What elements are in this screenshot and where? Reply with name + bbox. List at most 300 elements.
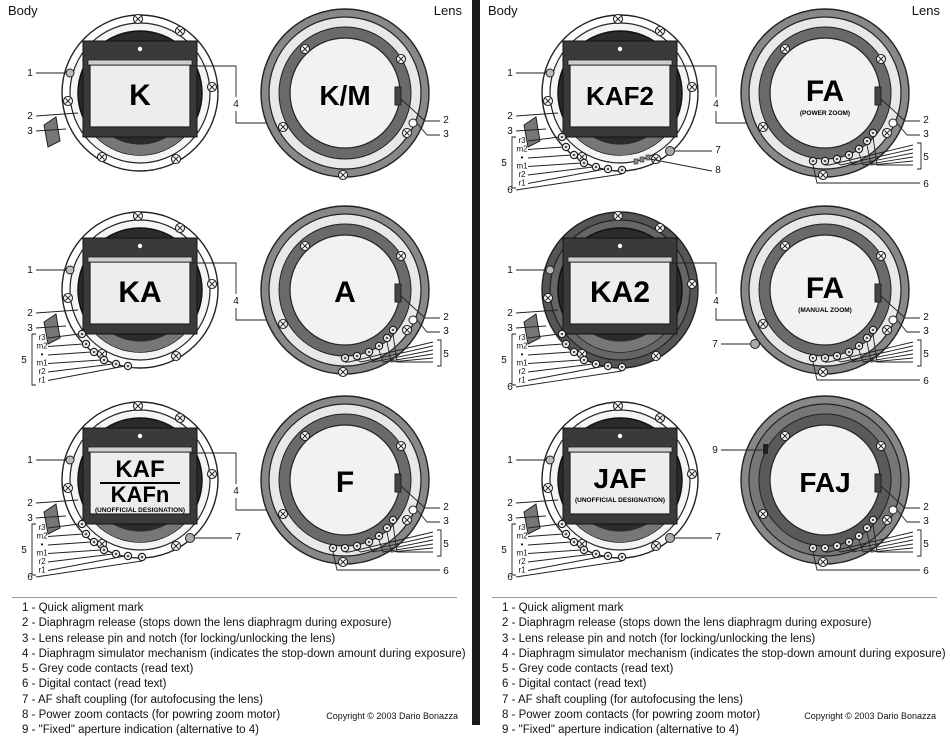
alignment-mark xyxy=(546,69,554,77)
contact-pin-core xyxy=(866,140,869,143)
contact-label: m1 xyxy=(516,358,528,368)
callout-number: 6 xyxy=(507,185,513,196)
af-coupling xyxy=(751,340,760,349)
callout-line xyxy=(528,534,563,537)
alignment-mark xyxy=(546,456,554,464)
callout-number: 6 xyxy=(507,572,513,583)
contact-pin-core xyxy=(127,365,130,368)
contact-pin-core xyxy=(595,363,598,366)
contact-label: m2 xyxy=(516,341,528,351)
contact-pin-core xyxy=(621,169,624,172)
callout-number: 9 xyxy=(712,445,718,456)
legend-item: 6 - Digital contact (read text) xyxy=(502,678,647,691)
diaphragm-lever xyxy=(395,87,401,105)
legend-item: 6 - Digital contact (read text) xyxy=(22,678,167,691)
contact-pin-core xyxy=(872,329,875,332)
callout-number: 4 xyxy=(713,99,719,110)
legend-item: 5 - Grey code contacts (read text) xyxy=(502,663,674,676)
callout-number: 3 xyxy=(507,126,513,137)
legend-item: 8 - Power zoom contacts (for powring zoom motor) xyxy=(22,709,281,722)
callout-number: 2 xyxy=(27,498,33,509)
callout-number: 4 xyxy=(713,296,719,307)
contact-pin-core xyxy=(872,132,875,135)
fixed-aperture-indicator xyxy=(763,444,768,454)
contact-label: • xyxy=(520,350,524,359)
callout-line xyxy=(36,561,142,577)
contact-label: • xyxy=(520,153,524,162)
legend-item: 3 - Lens release pin and notch (for locking/unlocking the lens) xyxy=(22,632,336,645)
contact-label: m2 xyxy=(516,144,528,154)
callout-line xyxy=(48,550,101,554)
contact-pin-core xyxy=(866,337,869,340)
body-mount-ka2 xyxy=(501,212,770,394)
alignment-mark xyxy=(66,266,74,274)
callout-number: 2 xyxy=(507,308,513,319)
body-mount-ka xyxy=(21,212,290,386)
callout-number: 1 xyxy=(27,265,33,276)
callout-line xyxy=(528,366,605,381)
mount-name: KAF xyxy=(115,456,165,483)
contact-pin-core xyxy=(561,136,564,139)
callout-number: 1 xyxy=(507,455,513,466)
callout-line xyxy=(528,155,571,158)
legend-item: 9 - "Fixed" aperture indication (alternative to 4) xyxy=(22,724,260,737)
callout-number: 5 xyxy=(21,355,27,366)
lens-release-button xyxy=(44,117,60,147)
mount-diagram-right xyxy=(480,0,950,595)
contact-pin-core xyxy=(93,541,96,544)
contact-label: m2 xyxy=(36,341,48,351)
header-body: Body xyxy=(488,3,518,18)
contact-label: m1 xyxy=(36,358,48,368)
mount-name: FA xyxy=(805,75,845,108)
contact-label: m1 xyxy=(36,548,48,558)
mount-designation: (UNOFFICIAL DESIGNATION) xyxy=(94,507,186,514)
contact-pin-core xyxy=(115,553,118,556)
focus-dot xyxy=(138,47,142,51)
callout-number: 3 xyxy=(507,513,513,524)
callout-number: 4 xyxy=(233,486,239,497)
release-notch xyxy=(409,119,417,127)
lens-mount-k/m xyxy=(261,9,449,180)
contact-pin-core xyxy=(607,168,610,171)
power-zoom-contact xyxy=(640,157,644,162)
contact-pin-core xyxy=(812,160,815,163)
contact-pin-core xyxy=(103,549,106,552)
contact-pin-core xyxy=(573,541,576,544)
callout-number: 5 xyxy=(923,152,929,163)
callout-number: 5 xyxy=(443,539,449,550)
mount-name: JAF xyxy=(593,463,647,494)
contact-label: r3 xyxy=(38,333,46,342)
contact-label: r2 xyxy=(38,557,46,566)
contact-pin-core xyxy=(848,541,851,544)
callout-number: 3 xyxy=(443,516,449,527)
contact-pin-core xyxy=(565,533,568,536)
contact-brace xyxy=(917,530,921,556)
alignment-mark xyxy=(546,266,554,274)
diaphragm-lever xyxy=(875,474,881,492)
callout-line xyxy=(528,167,593,175)
legend-item: 3 - Lens release pin and notch (for locking/unlocking the lens) xyxy=(502,632,816,645)
mount-name: KA2 xyxy=(589,276,651,309)
contact-pin-core xyxy=(836,158,839,161)
lens-mount-a xyxy=(261,206,449,377)
callout-line xyxy=(528,542,571,545)
body-mount-k xyxy=(27,15,290,172)
callout-number: 3 xyxy=(27,513,33,524)
contact-label: m2 xyxy=(516,531,528,541)
contact-pin-core xyxy=(565,146,568,149)
power-zoom-contact xyxy=(634,159,638,164)
diaphragm-lever xyxy=(395,474,401,492)
mount-name: FAJ xyxy=(799,467,851,498)
contact-pin-core xyxy=(85,343,88,346)
diaphragm-lever xyxy=(395,284,401,302)
contact-pin-core xyxy=(583,549,586,552)
callout-line xyxy=(528,147,563,150)
callout-number: 7 xyxy=(715,532,721,543)
contact-pin-core xyxy=(866,527,869,530)
lens-release-button xyxy=(44,504,60,534)
lens-release-button xyxy=(524,504,540,534)
callout-number: 2 xyxy=(923,115,929,126)
callout-number: 5 xyxy=(923,539,929,550)
callout-line xyxy=(48,542,91,545)
callout-line xyxy=(528,344,563,347)
release-notch xyxy=(409,506,417,514)
mount-subname: KAFn xyxy=(110,482,170,507)
contact-label: r2 xyxy=(518,170,526,179)
callout-number: 2 xyxy=(443,312,449,323)
legend-separator xyxy=(492,597,937,598)
release-notch xyxy=(889,316,897,324)
contact-pin-core xyxy=(368,541,371,544)
mount-name: KA xyxy=(118,276,162,309)
legend-item: 1 - Quick aligment mark xyxy=(502,602,624,614)
mount-designation: (MANUAL ZOOM) xyxy=(798,307,852,314)
callout-number: 6 xyxy=(923,566,929,577)
contact-pin-core xyxy=(103,359,106,362)
contact-pin-core xyxy=(368,351,371,354)
callout-number: 2 xyxy=(923,312,929,323)
callout-number: 5 xyxy=(501,158,507,169)
contact-pin-core xyxy=(81,333,84,336)
contact-brace xyxy=(437,340,441,366)
callout-number: 5 xyxy=(21,545,27,556)
callout-number: 3 xyxy=(27,323,33,334)
contact-label: r2 xyxy=(38,367,46,376)
callout-number: 7 xyxy=(712,339,718,350)
callout-line xyxy=(528,556,605,571)
legend-item: 2 - Diaphragm release (stops down the lens diaphragm during exposure) xyxy=(22,617,392,630)
mirror-top-edge xyxy=(568,447,672,452)
callout-number: 7 xyxy=(715,145,721,156)
callout-number: 6 xyxy=(443,566,449,577)
contact-label: r1 xyxy=(38,565,46,575)
contact-pin-core xyxy=(848,154,851,157)
callout-line xyxy=(516,371,622,387)
contact-label: m1 xyxy=(516,548,528,558)
legend-item: 9 - "Fixed" aperture indication (alternative to 4) xyxy=(502,724,740,737)
contact-pin-core xyxy=(858,148,861,151)
callout-line xyxy=(650,159,712,171)
contact-pin-core xyxy=(824,547,827,550)
callout-line xyxy=(48,534,83,537)
mirror-top-edge xyxy=(88,60,192,65)
lens-mount-f xyxy=(261,396,449,577)
mount-designation: (UNOFFICIAL DESIGNATION) xyxy=(574,497,666,504)
contact-pin-core xyxy=(824,357,827,360)
mount-name: K xyxy=(129,79,151,112)
contact-pin-core xyxy=(378,345,381,348)
legend-item: 7 - AF shaft coupling (for autofocusing the lens) xyxy=(22,693,263,706)
mount-designation: (POWER ZOOM) xyxy=(799,110,851,117)
contact-pin-core xyxy=(356,355,359,358)
contact-pin-core xyxy=(583,162,586,165)
contact-label: • xyxy=(520,540,524,549)
callout-number: 2 xyxy=(27,111,33,122)
callout-number: 5 xyxy=(443,349,449,360)
contact-brace xyxy=(437,530,441,556)
contact-label: r3 xyxy=(518,523,526,532)
contact-label: m1 xyxy=(516,161,528,171)
contact-pin-core xyxy=(573,351,576,354)
callout-line xyxy=(48,366,125,381)
callout-number: 6 xyxy=(27,572,33,583)
panel-right xyxy=(480,0,950,737)
legend-item: 1 - Quick aligment mark xyxy=(22,602,144,614)
contact-label: • xyxy=(40,540,44,549)
contact-label: r3 xyxy=(38,523,46,532)
callout-line xyxy=(528,163,581,167)
callout-line xyxy=(516,561,622,577)
body-mount-kaf2 xyxy=(501,15,770,197)
contact-brace xyxy=(512,334,516,385)
focus-dot xyxy=(618,244,622,248)
mount-diagram-left xyxy=(0,0,470,595)
callout-number: 5 xyxy=(501,545,507,556)
legend-item: 5 - Grey code contacts (read text) xyxy=(22,663,194,676)
contact-pin-core xyxy=(848,351,851,354)
lens-mount-fa xyxy=(741,9,929,190)
contact-pin-core xyxy=(583,359,586,362)
callout-number: 2 xyxy=(443,502,449,513)
panel-divider xyxy=(472,0,480,725)
callout-line xyxy=(528,554,593,562)
contact-pin-core xyxy=(93,351,96,354)
contact-pin-core xyxy=(392,329,395,332)
contact-label: r2 xyxy=(518,367,526,376)
copyright: Copyright © 2003 Dario Bonazza xyxy=(804,711,936,721)
focus-dot xyxy=(138,434,142,438)
release-notch xyxy=(889,506,897,514)
contact-pin-core xyxy=(561,333,564,336)
callout-line xyxy=(528,352,571,355)
copyright: Copyright © 2003 Dario Bonazza xyxy=(326,711,458,721)
contact-pin-core xyxy=(621,366,624,369)
contact-pin-core xyxy=(595,553,598,556)
release-notch xyxy=(889,119,897,127)
contact-pin-core xyxy=(621,556,624,559)
callout-number: 2 xyxy=(27,308,33,319)
contact-brace xyxy=(917,143,921,169)
af-coupling xyxy=(666,534,675,543)
callout-number: 1 xyxy=(507,265,513,276)
contact-pin-core xyxy=(561,523,564,526)
callout-number: 2 xyxy=(923,502,929,513)
callout-number: 7 xyxy=(235,532,241,543)
contact-pin-core xyxy=(356,545,359,548)
lens-release-button xyxy=(524,117,540,147)
legend-item: 2 - Diaphragm release (stops down the lens diaphragm during exposure) xyxy=(502,617,872,630)
contact-pin-core xyxy=(836,355,839,358)
alignment-mark xyxy=(66,69,74,77)
header-lens: Lens xyxy=(911,3,940,18)
callout-number: 3 xyxy=(507,323,513,334)
contact-pin-core xyxy=(595,166,598,169)
callout-number: 1 xyxy=(27,455,33,466)
legend-item: 4 - Diaphragm simulator mechanism (indicates the stop-down amount during exposure) xyxy=(22,647,466,660)
callout-number: 4 xyxy=(233,99,239,110)
body-mount-kaf xyxy=(21,402,290,584)
contact-brace xyxy=(917,340,921,366)
focus-dot xyxy=(618,47,622,51)
legend-item: 8 - Power zoom contacts (for powring zoom motor) xyxy=(502,709,761,722)
callout-number: 2 xyxy=(443,115,449,126)
callout-number: 6 xyxy=(923,179,929,190)
callout-number: 3 xyxy=(443,326,449,337)
header-lens: Lens xyxy=(433,3,462,18)
diaphragm-lever xyxy=(875,284,881,302)
legend-separator xyxy=(12,597,457,598)
contact-label: • xyxy=(40,350,44,359)
callout-line xyxy=(516,174,622,190)
callout-number: 3 xyxy=(923,129,929,140)
contact-pin-core xyxy=(824,160,827,163)
callout-number: 3 xyxy=(923,326,929,337)
contact-pin-core xyxy=(573,154,576,157)
contact-label: r3 xyxy=(518,333,526,342)
contact-pin-core xyxy=(127,555,130,558)
callout-number: 6 xyxy=(923,376,929,387)
release-notch xyxy=(409,316,417,324)
callout-line xyxy=(48,360,101,364)
header-body: Body xyxy=(8,3,38,18)
callout-number: 2 xyxy=(507,111,513,122)
contact-label: r1 xyxy=(38,375,46,385)
contact-label: m2 xyxy=(36,531,48,541)
mirror-top-edge xyxy=(88,257,192,262)
mount-name: A xyxy=(334,276,356,309)
lens-mount-faj xyxy=(712,396,929,577)
contact-label: r1 xyxy=(518,565,526,575)
diaphragm-lever xyxy=(875,87,881,105)
callout-number: 1 xyxy=(507,68,513,79)
power-zoom-contact xyxy=(646,155,650,160)
lens-release-button xyxy=(44,314,60,344)
mount-name: F xyxy=(335,466,355,499)
contact-pin-core xyxy=(386,337,389,340)
contact-pin-core xyxy=(332,547,335,550)
callout-number: 6 xyxy=(507,382,513,393)
contact-pin-core xyxy=(607,365,610,368)
af-coupling xyxy=(666,147,675,156)
callout-number: 5 xyxy=(923,349,929,360)
mirror-top-edge xyxy=(568,60,672,65)
callout-line xyxy=(528,550,581,554)
mount-name: FA xyxy=(805,272,845,305)
body-mount-jaf xyxy=(501,402,721,584)
contact-pin-core xyxy=(344,547,347,550)
contact-pin-core xyxy=(872,519,875,522)
contact-pin-core xyxy=(81,523,84,526)
mount-name: K/M xyxy=(319,80,371,111)
callout-line xyxy=(528,169,605,184)
contact-label: r3 xyxy=(518,136,526,145)
legend-item: 4 - Diaphragm simulator mechanism (indicates the stop-down amount during exposure) xyxy=(502,647,946,660)
panel-left xyxy=(0,0,472,737)
contact-pin-core xyxy=(812,547,815,550)
alignment-mark xyxy=(66,456,74,464)
contact-pin-core xyxy=(115,363,118,366)
callout-line xyxy=(48,344,83,347)
contact-pin-core xyxy=(858,535,861,538)
af-coupling xyxy=(186,534,195,543)
contact-brace xyxy=(512,524,516,575)
contact-label: r1 xyxy=(518,178,526,188)
mount-name: KAF2 xyxy=(586,81,654,111)
lens-release-button xyxy=(524,314,540,344)
contact-pin-core xyxy=(565,343,568,346)
callout-line xyxy=(528,360,581,364)
contact-pin-core xyxy=(386,527,389,530)
callout-line xyxy=(48,352,91,355)
callout-number: 3 xyxy=(923,516,929,527)
contact-pin-core xyxy=(858,345,861,348)
callout-line xyxy=(48,554,113,562)
contact-pin-core xyxy=(836,545,839,548)
contact-label: r1 xyxy=(518,375,526,385)
callout-number: 2 xyxy=(507,498,513,509)
contact-pin-core xyxy=(392,519,395,522)
contact-pin-core xyxy=(344,357,347,360)
callout-line xyxy=(528,364,593,372)
callout-number: 4 xyxy=(233,296,239,307)
mirror-top-edge xyxy=(88,447,192,452)
focus-dot xyxy=(618,434,622,438)
mirror-top-edge xyxy=(568,257,672,262)
callout-line xyxy=(48,556,125,571)
contact-brace xyxy=(32,524,36,575)
legend-item: 7 - AF shaft coupling (for autofocusing the lens) xyxy=(502,693,743,706)
callout-number: 8 xyxy=(715,165,721,176)
contact-pin-core xyxy=(378,535,381,538)
focus-dot xyxy=(138,244,142,248)
callout-line xyxy=(48,364,113,372)
contact-pin-core xyxy=(85,533,88,536)
contact-label: r2 xyxy=(518,557,526,566)
callout-number: 3 xyxy=(27,126,33,137)
contact-brace xyxy=(32,334,36,385)
lens-mount-fa xyxy=(712,206,929,387)
contact-pin-core xyxy=(141,556,144,559)
contact-brace xyxy=(512,137,516,188)
callout-number: 5 xyxy=(501,355,507,366)
callout-number: 1 xyxy=(27,68,33,79)
contact-pin-core xyxy=(607,555,610,558)
contact-pin-core xyxy=(812,357,815,360)
